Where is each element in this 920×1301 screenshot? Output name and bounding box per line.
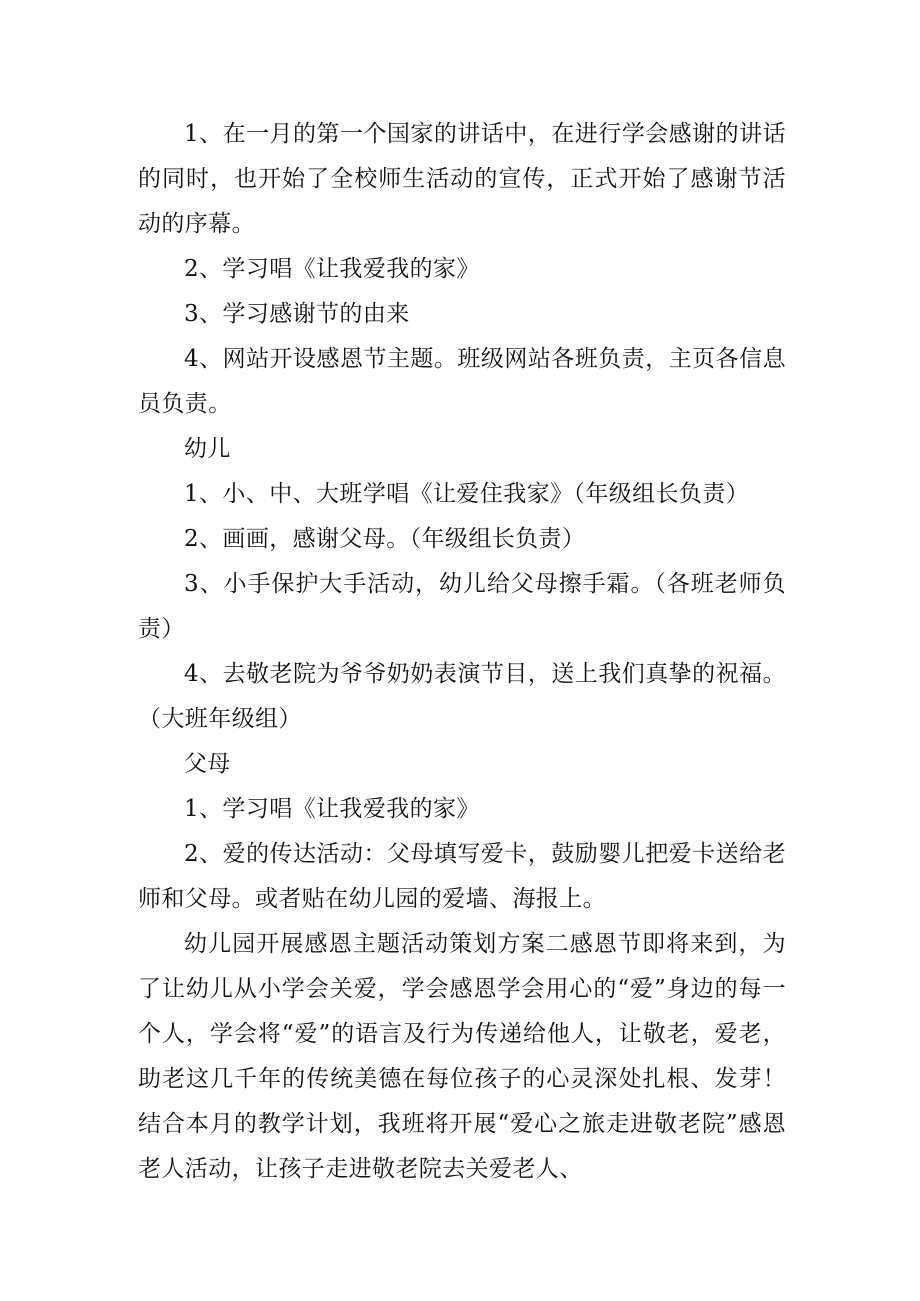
paragraph-9: 4、去敬老院为爷爷奶奶表演节目，送上我们真挚的祝福。（大班年级组） bbox=[138, 661, 786, 732]
section-heading-parents: 父母 bbox=[184, 751, 231, 777]
paragraph-4: 4、网站开设感恩节主题。班级网站各班负责，主页各信息员负责。 bbox=[138, 346, 786, 417]
paragraph-1: 1、在一月的第一个国家的讲话中，在进行学会感谢的讲话的同时，也开始了全校师生活动的宣传，正式开始了感谢节活动的序幕。 bbox=[138, 121, 786, 237]
paragraph-8: 3、小手保护大手活动，幼儿给父母擦手霜。（各班老师负责） bbox=[138, 571, 786, 642]
paragraph-7: 2、画画，感谢父母。（年级组长负责） bbox=[184, 526, 586, 552]
paragraph-3: 3、学习感谢节的由来 bbox=[184, 301, 410, 327]
section-heading-children: 幼儿 bbox=[184, 436, 231, 462]
paragraph-6: 1、小、中、大班学唱《让爱住我家》（年级组长负责） bbox=[184, 481, 750, 507]
paragraph-11: 1、学习唱《让我爱我的家》 bbox=[184, 796, 480, 822]
document-page bbox=[138, 112, 786, 1192]
paragraph-2: 2、学习唱《让我爱我的家》 bbox=[184, 256, 480, 282]
paragraph-12: 2、爱的传达活动：父母填写爱卡，鼓励婴儿把爱卡送给老师和父母。或者贴在幼儿园的爱墙、海报上。 bbox=[138, 841, 786, 912]
paragraph-13: 幼儿园开展感恩主题活动策划方案二感恩节即将来到，为了让幼儿从小学会关爱，学会感恩学会用心的“爱”身边的每一个人，学会将“爱”的语言及行为传递给他人，让敬老，爱老，助老这几千年的传统美德在每位孩子的心灵深处扎根、发芽！结合本月的教学计划，我班将开展“爱心之旅走进敬老院”感恩老人活动，让孩子走进敬老院去关爱老人、 bbox=[138, 931, 786, 1182]
